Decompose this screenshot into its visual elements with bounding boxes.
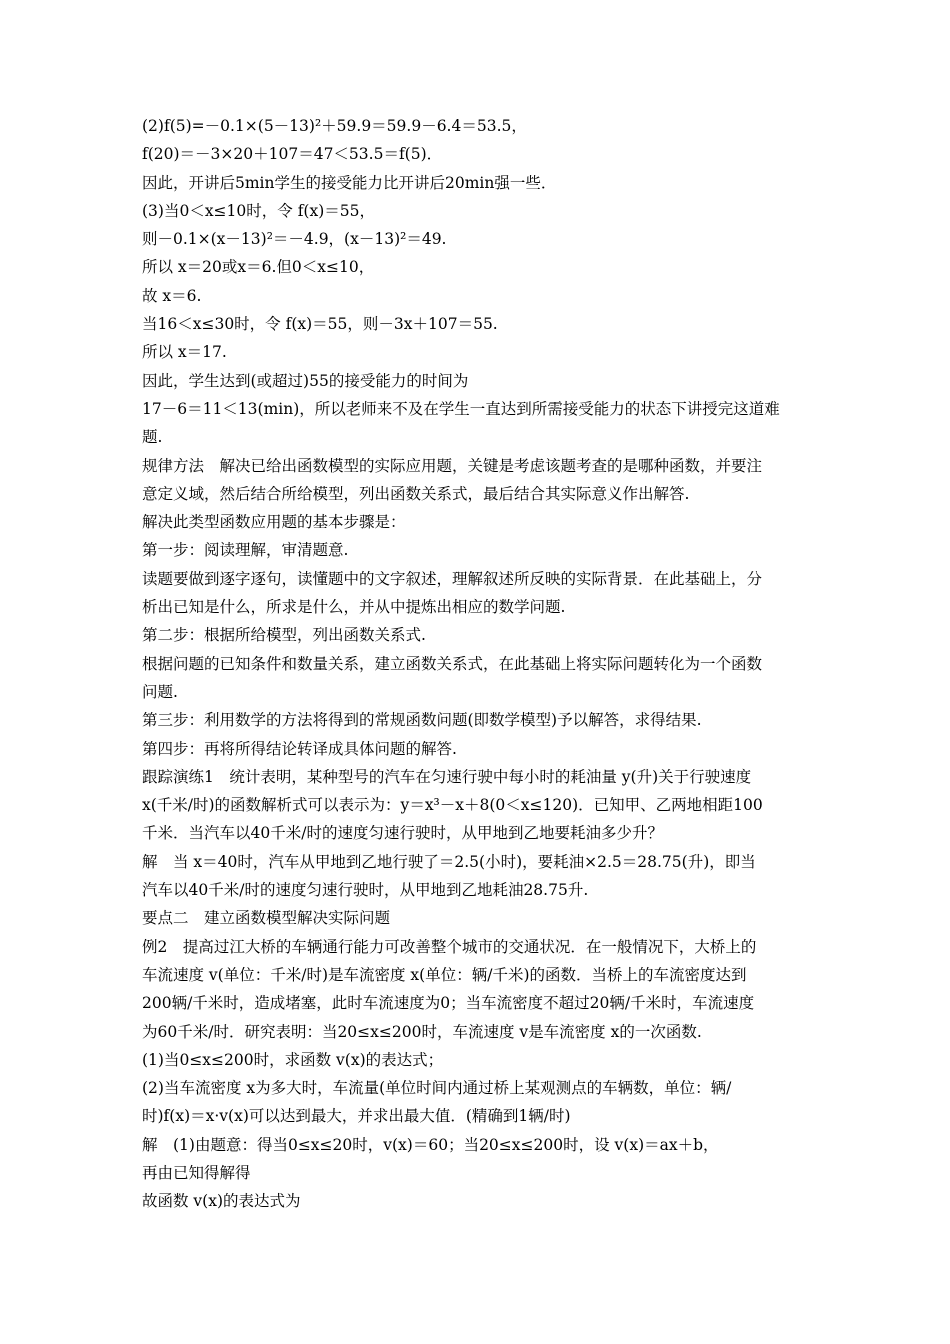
text-line: 所以 x＝17.: [142, 343, 227, 362]
text-line: 解决此类型函数应用题的基本步骤是：: [142, 513, 406, 532]
text-line: 析出已知是什么，所求是什么，并从中提炼出相应的数学问题.: [142, 598, 566, 617]
text-line: 第一步：阅读理解，审清题意.: [142, 541, 349, 560]
text-line: x(千米/时)的函数解析式可以表示为：y＝x³－x＋8(0＜x≤120)．已知甲、乙两地相距100: [142, 796, 763, 815]
text-line: 根据问题的已知条件和数量关系，建立函数关系式，在此基础上将实际问题转化为一个函数: [142, 654, 763, 673]
text-line: 17－6＝11＜13(min)，所以老师来不及在学生一直达到所需接受能力的状态下讲授完这道难: [142, 399, 780, 418]
text-line: 故函数 v(x)的表达式为: [142, 1192, 301, 1211]
text-line: 问题.: [142, 682, 178, 701]
text-line: (1)当0≤x≤200时，求函数 v(x)的表达式；: [142, 1050, 444, 1069]
text-line: 跟踪演练1 统计表明，某种型号的汽车在匀速行驶中每小时的耗油量 y(升)关于行驶速度: [142, 767, 752, 786]
text-line: 千米．当汽车以40千米/时的速度匀速行驶时，从甲地到乙地要耗油多少升？: [142, 824, 663, 843]
text-line: 再由已知得解得: [142, 1163, 251, 1182]
text-line: 第三步：利用数学的方法将得到的常规函数问题(即数学模型)予以解答，求得结果.: [142, 711, 702, 730]
text-line: (2)f(5)=－0.1×(5－13)²＋59.9＝59.9－6.4＝53.5，: [142, 117, 527, 135]
text-line: 汽车以40千米/时的速度匀速行驶时，从甲地到乙地耗油28.75升.: [142, 881, 589, 900]
text-line: 当16＜x≤30时，令 f(x)＝55，则－3x＋107＝55.: [142, 315, 498, 334]
text-line: 200辆/千米时，造成堵塞，此时车流速度为0；当车流密度不超过20辆/千米时，车流速度: [142, 994, 755, 1013]
text-line: 解 (1)由题意：得当0≤x≤20时，v(x)＝60；当20≤x≤200时，设 v(x)＝ax＋b，: [142, 1135, 719, 1154]
document-page: [142, 112, 842, 1216]
text-line: 要点二 建立函数模型解决实际问题: [142, 909, 391, 928]
text-line: 车流速度 v(单位：千米/时)是车流密度 x(单位：辆/千米)的函数．当桥上的车流密度达到: [142, 965, 747, 984]
text-line: 意定义域，然后结合所给模型，列出函数关系式，最后结合其实际意义作出解答.: [142, 484, 690, 503]
text-line: (2)当车流密度 x为多大时，车流量(单位时间内通过桥上某观测点的车辆数，单位：辆/: [142, 1079, 732, 1098]
text-line: 题.: [142, 428, 163, 447]
text-line: 解 当 x＝40时，汽车从甲地到乙地行驶了＝2.5(小时)，要耗油×2.5＝28.75(升)，即当: [142, 852, 756, 871]
text-line: 读题要做到逐字逐句，读懂题中的文字叙述，理解叙述所反映的实际背景．在此基础上，分: [142, 569, 763, 588]
text-line: 故 x＝6.: [142, 286, 202, 305]
text-line: 为60千米/时．研究表明：当20≤x≤200时，车流速度 v是车流密度 x的一次函数.: [142, 1022, 702, 1041]
text-line: 例2 提高过江大桥的车辆通行能力可改善整个城市的交通状况．在一般情况下，大桥上的: [142, 937, 757, 956]
text-line: 时)f(x)＝x·v(x)可以达到最大，并求出最大值．(精确到1辆/时): [142, 1107, 571, 1126]
text-line: 因此，学生达到(或超过)55的接受能力的时间为: [142, 371, 469, 390]
text-line: 第四步：再将所得结论转译成具体问题的解答.: [142, 739, 457, 758]
text-line: 第二步：根据所给模型，列出函数关系式.: [142, 626, 426, 645]
text-line: 则－0.1×(x－13)²＝－4.9，(x－13)²＝49.: [142, 230, 447, 249]
text-line: 所以 x＝20或x＝6.但0＜x≤10，: [142, 258, 375, 277]
text-line: 因此，开讲后5min学生的接受能力比开讲后20min强一些．: [142, 173, 557, 192]
text-line: 规律方法 解决已给出函数模型的实际应用题，关键是考虑该题考查的是哪种函数，并要注: [142, 456, 763, 475]
text-line: f(20)＝－3×20＋107＝47＜53.5＝f(5)．: [142, 145, 443, 164]
text-line: (3)当0＜x≤10时，令 f(x)＝55，: [142, 201, 375, 220]
